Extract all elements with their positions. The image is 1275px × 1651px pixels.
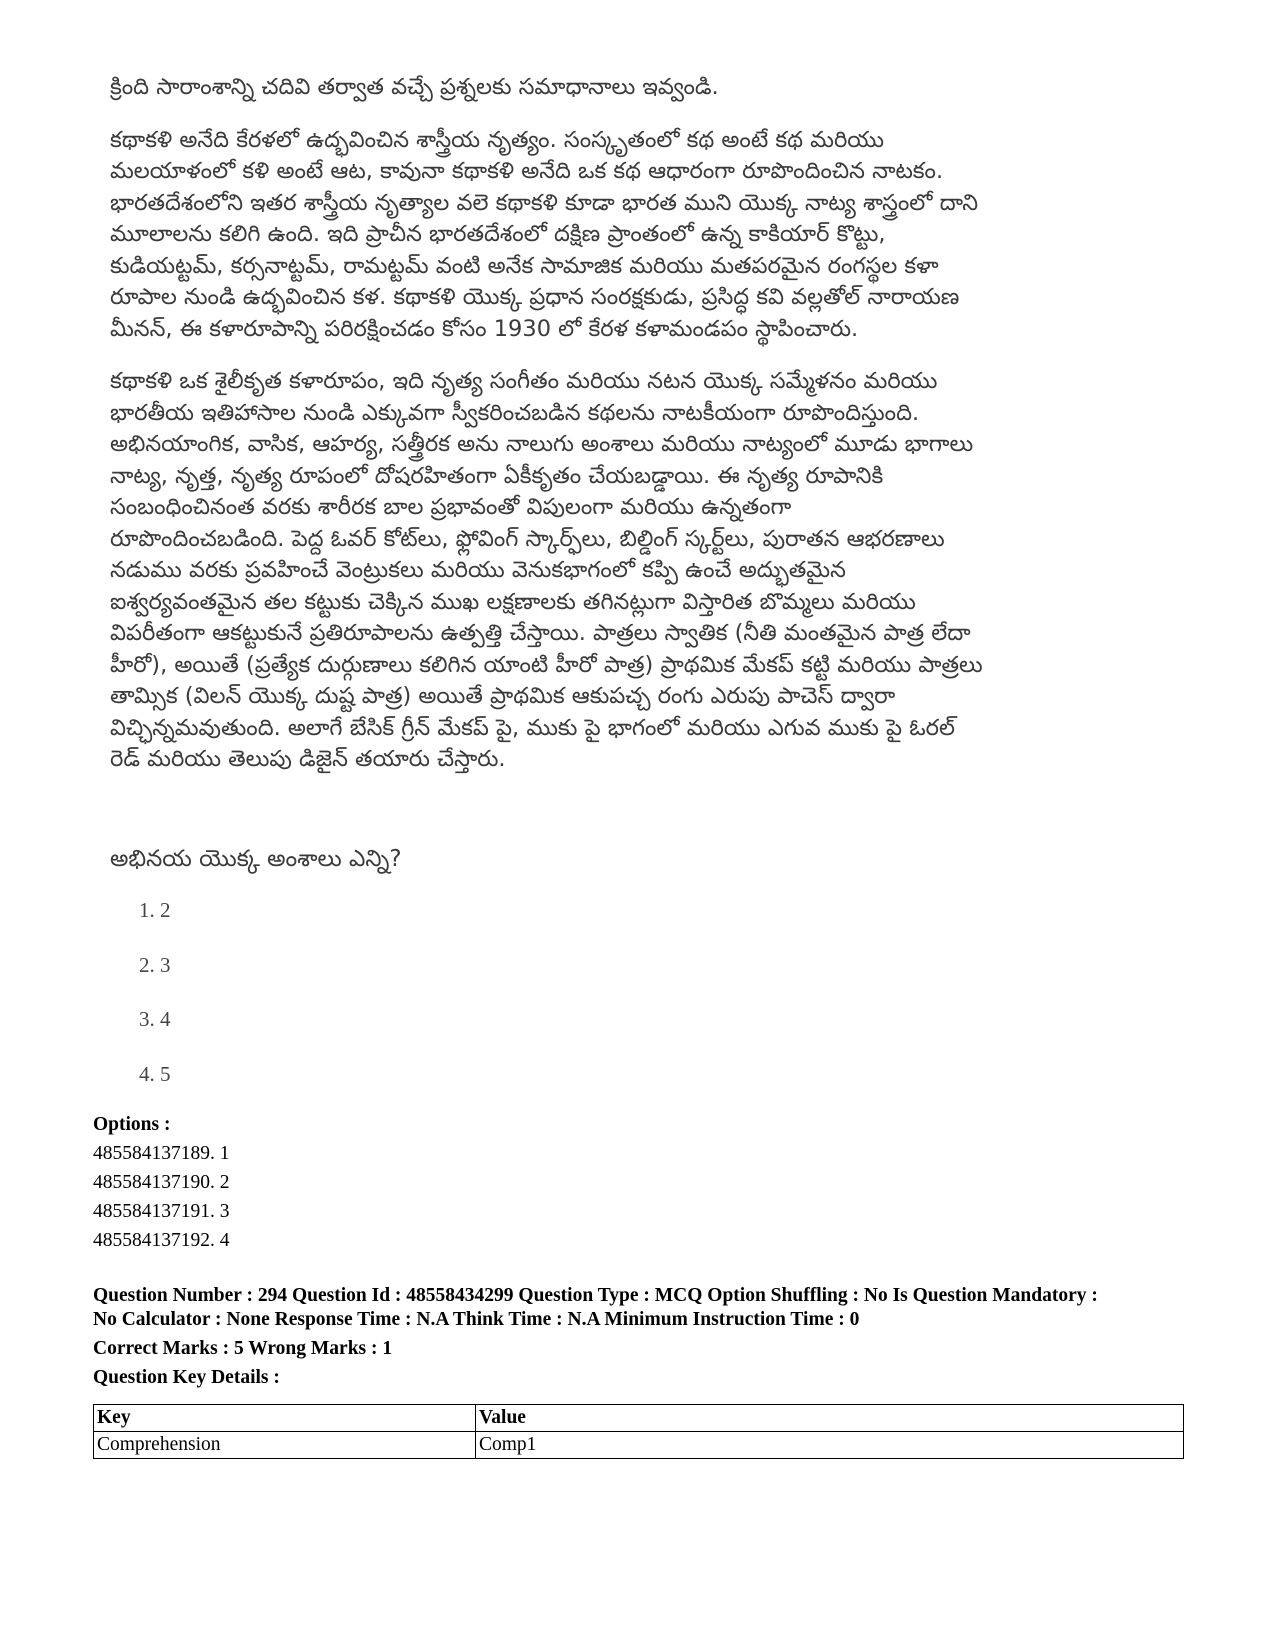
option-item: 485584137189. 1 (93, 1143, 230, 1164)
answer-choices (139, 898, 171, 1116)
passage-line: ఐశ్వర్యవంతమైన తల కట్టుకు చెక్కిన ముఖ లక్షణాలకు తగినట్లుగా విస్తారిత బొమ్మలు మరియు (110, 588, 916, 615)
passage-line: అభినయాంగిక, వాసిక, ఆహర్య, సత్త్రీరక అను నాలుగు అంశాలు మరియు నాట్యంలో మూడు భాగాలు (110, 431, 974, 457)
table-cell-value: Comp1 (476, 1432, 1184, 1459)
passage-line: సంబంధించినంత వరకు శారీరక బాల ప్రభావంతో విపులంగా మరియు ఉన్నతంగా (110, 494, 792, 520)
option-item: 485584137191. 3 (93, 1201, 230, 1222)
passage-line: నాట్య, నృత్త, నృత్య రూపంలో దోషరహితంగా ఏకీకృతం చేయబడ్డాయి. ఈ నృత్య రూపానికి (110, 462, 884, 489)
passage-line: విచ్ఛిన్నమవుతుంది. అలాగే బేసిక్ గ్రీన్ మేకప్ పై, ముకు పై భాగంలో మరియు ఎగువ ముకు పై ఓరల్ (110, 714, 955, 741)
passage-paragraph-1 (110, 125, 1170, 346)
table-row (94, 1432, 1184, 1459)
options-title: Options : (93, 1114, 171, 1135)
key-details-title: Question Key Details : (93, 1367, 280, 1388)
passage-line: రూపొందించబడింది. పెద్ద ఓవర్ కోట్‌లు, ఫ్లోవింగ్ స్కార్ఫ్‌లు, బిల్డింగ్ స్కర్ట్‌లు, పురాతన ఆభరణాలు (110, 525, 945, 552)
comprehension-passage (110, 72, 1170, 797)
question-text: అభినయ యొక్క అంశాలు ఎన్ని? (110, 846, 402, 872)
passage-line: భారతదేశంలోని ఇతర శాస్త్రీయ నృత్యాల వలె కథాకళి కూడా భారత ముని యొక్క నాట్య శాస్త్రంలో దాని (110, 189, 979, 216)
passage-line: కుడియట్టమ్, కర్సనాట్టమ్, రామట్టమ్ వంటి అనేక సామాజిక మరియు మతపరమైన రంగస్థల కళా (110, 252, 939, 279)
passage-intro: క్రింది సారాంశాన్ని చదివి తర్వాత వచ్చే ప్రశ్నలకు సమాధానాలు ఇవ్వండి. (110, 74, 719, 100)
table-header-row (94, 1405, 1184, 1432)
answer-choice[interactable]: 1. 2 (139, 898, 171, 922)
options-list (93, 1110, 230, 1255)
question-meta-line-1: Question Number : 294 Question Id : 48558434299 Question Type : MCQ Option Shuffling : No Is Question Mandatory : (93, 1285, 1098, 1306)
passage-line: నడుము వరకు ప్రవహించే వెంట్రుకలు మరియు వెనుకభాగంలో కప్పి ఉంచే అద్భుతమైన (110, 557, 846, 583)
answer-choice[interactable]: 2. 3 (139, 952, 171, 977)
table-header-value: Value (476, 1405, 1184, 1432)
question-metadata (93, 1284, 1193, 1390)
passage-line: కథాకళి అనేది కేరళలో ఉద్భవించిన శాస్త్రీయ నృత్యం. సంస్కృతంలో కథ అంటే కథ మరియు (110, 126, 885, 153)
option-item: 485584137190. 2 (93, 1172, 230, 1193)
answer-choice[interactable]: 3. 4 (139, 1007, 171, 1031)
marks-line: Correct Marks : 5 Wrong Marks : 1 (93, 1338, 393, 1359)
passage-line: రెడ్ మరియు తెలుపు డిజైన్ తయారు చేస్తారు. (110, 746, 506, 772)
passage-paragraph-2 (110, 366, 1170, 776)
passage-line: హీరో), అయితే (ప్రత్యేక దుర్గుణాలు కలిగిన యాంటి హీరో పాత్ర) ప్రాథమిక మేకప్ కట్టి మరియు పాత్రలు (110, 651, 983, 678)
table-header-key: Key (94, 1405, 476, 1432)
passage-line: మూలాలను కలిగి ఉంది. ఇది ప్రాచీన భారతదేశంలో దక్షిణ ప్రాంతంలో ఉన్న కాకియార్ కొట్టు, (110, 221, 886, 247)
passage-line: రూపాల నుండి ఉద్భవించిన కళ. కథాకళి యొక్క ప్రధాన సంరక్షకుడు, ప్రసిద్ధ కవి వల్లతోల్ నారాయణ (110, 284, 960, 310)
passage-line: భారతీయ ఇతిహాసాల నుండి ఎక్కువగా స్వీకరించబడిన కథలను నాటకీయంగా రూపొందిస్తుంది. (110, 399, 920, 426)
passage-line: కథాకళి ఒక శైలీకృత కళారూపం, ఇది నృత్య సంగీతం మరియు నటన యొక్క సమ్మేళనం మరియు (110, 368, 938, 394)
passage-line: తామ్సిక (విలన్ యొక్క దుష్ట పాత్ర) అయితే ప్రాథమిక ఆకుపచ్చ రంగు ఎరుపు పాచెస్ ద్వారా (110, 683, 896, 709)
answer-choice[interactable]: 4. 5 (139, 1061, 171, 1086)
passage-line: మలయాళంలో కళి అంటే ఆట, కావునా కథాకళి అనేది ఒక కథ ఆధారంగా రూపొందించిన నాటకం. (110, 158, 944, 184)
passage-line: మీనన్, ఈ కళారూపాన్ని పరిరక్షించడం కోసం 1930 లో కేరళ కళామండపం స్థాపించారు. (110, 315, 859, 342)
question-meta-line-2: No Calculator : None Response Time : N.A Think Time : N.A Minimum Instruction Time : 0 (93, 1309, 860, 1330)
passage-line: విపరీతంగా ఆకట్టుకునే ప్రతిరూపాలను ఉత్పత్తి చేస్తాయి. పాత్రలు స్వాతిక (నీతి మంతమైన పాత్ర లేదా (110, 620, 971, 646)
question-key-table (93, 1404, 1184, 1459)
table-cell-key: Comprehension (94, 1432, 476, 1459)
option-item: 485584137192. 4 (93, 1230, 230, 1251)
